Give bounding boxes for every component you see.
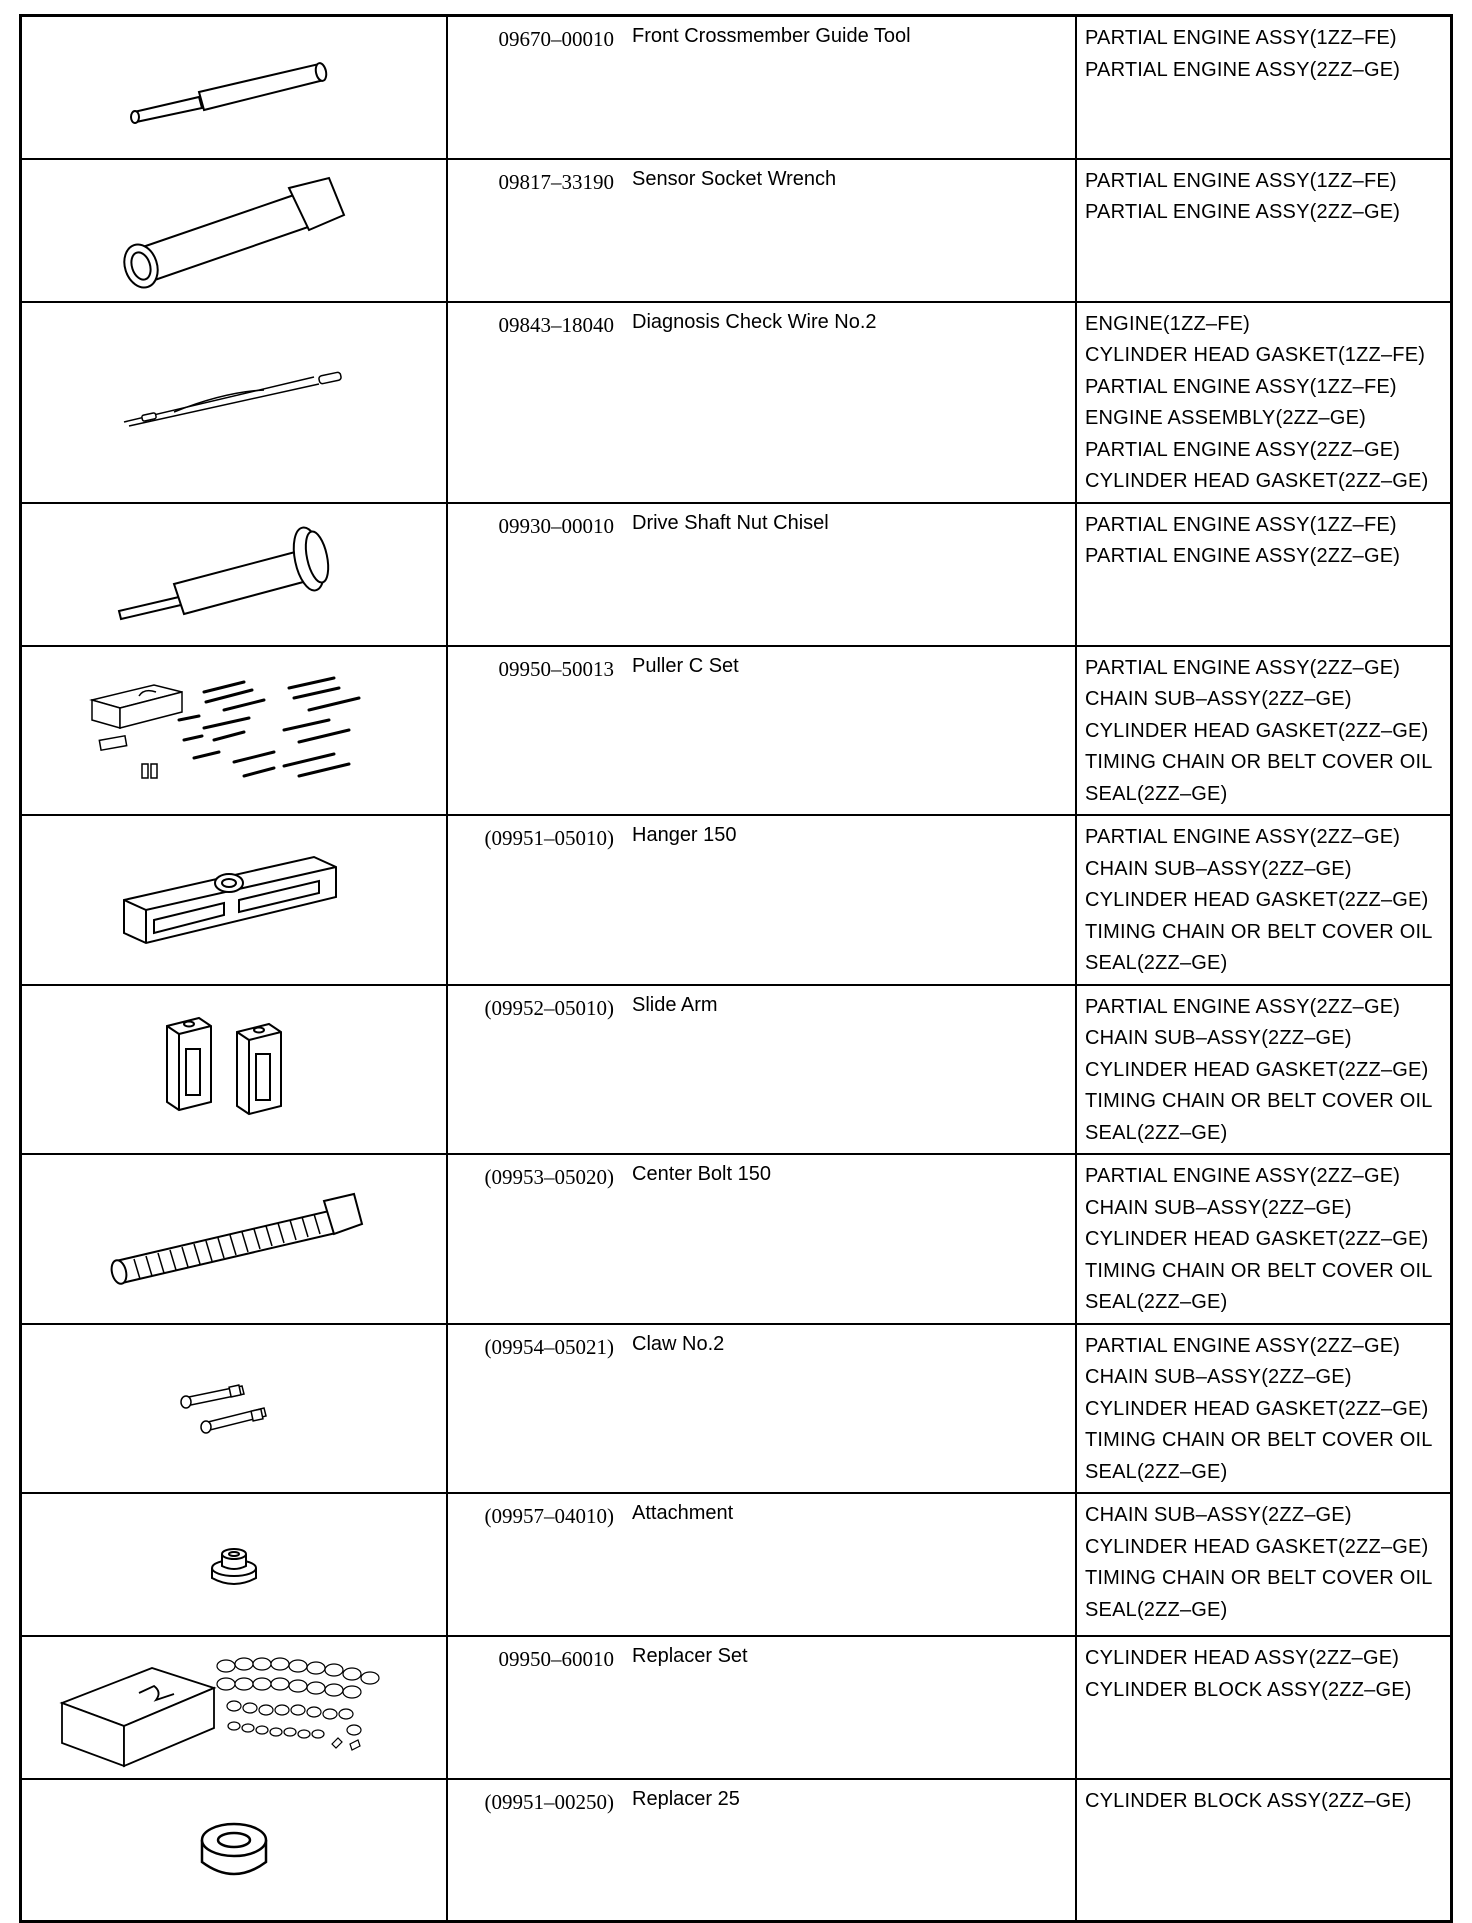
usage-cell [1076, 1493, 1452, 1636]
tool-row [21, 159, 1452, 302]
nut-chisel-icon [109, 519, 359, 629]
tool-name-cell [628, 1493, 1076, 1636]
part-number: 09930–00010 [498, 513, 614, 538]
usage-line: CHAIN SUB–ASSY(2ZZ–GE) [1085, 1196, 1352, 1219]
tool-illustration-cell [21, 985, 448, 1155]
part-number-cell [447, 16, 628, 159]
tool-name: Diagnosis Check Wire No.2 [632, 310, 877, 333]
tool-row [21, 302, 1452, 503]
usage-line: ENGINE ASSEMBLY(2ZZ–GE) [1085, 407, 1366, 429]
usage-line: PARTIAL ENGINE ASSY(1ZZ–FE) [1085, 513, 1397, 536]
usage-line: PARTIAL ENGINE ASSY(1ZZ–FE) [1085, 169, 1397, 192]
usage-line: PARTIAL ENGINE ASSY(2ZZ–GE) [1085, 1334, 1401, 1357]
part-number: (09957–04010) [484, 1504, 614, 1528]
tool-row [21, 815, 1452, 985]
tool-row [21, 646, 1452, 816]
usage-line: CYLINDER HEAD GASKET(2ZZ–GE) [1085, 889, 1429, 911]
usage-line: CYLINDER HEAD GASKET(2ZZ–GE) [1085, 470, 1429, 492]
tool-illustration-cell [21, 1636, 448, 1779]
center-bolt-icon [104, 1189, 364, 1289]
tool-row [21, 985, 1452, 1155]
usage-line: PARTIAL ENGINE ASSY(2ZZ–GE) [1085, 545, 1401, 567]
usage-line: CHAIN SUB–ASSY(2ZZ–GE) [1085, 1027, 1352, 1049]
part-number: (09954–05021) [484, 1334, 614, 1359]
tool-name: Claw No.2 [632, 1332, 725, 1355]
tool-name: Attachment [632, 1502, 734, 1524]
tool-name-cell [628, 159, 1076, 302]
tool-row [21, 1779, 1452, 1921]
tool-illustration-cell [21, 16, 448, 159]
tool-name: Replacer 25 [632, 1788, 740, 1810]
usage-line: CYLINDER BLOCK ASSY(2ZZ–GE) [1085, 1678, 1412, 1701]
tool-name: Hanger 150 [632, 824, 737, 846]
part-number-cell [447, 985, 628, 1155]
usage-line: CHAIN SUB–ASSY(2ZZ–GE) [1085, 1366, 1352, 1388]
usage-line: PARTIAL ENGINE ASSY(2ZZ–GE) [1085, 995, 1401, 1018]
part-number-cell [447, 1636, 628, 1779]
usage-line: SEAL(2ZZ–GE) [1085, 1121, 1228, 1144]
tool-name-cell [628, 1324, 1076, 1494]
hanger-icon [114, 845, 354, 955]
replacer-icon [194, 1810, 274, 1890]
usage-line: PARTIAL ENGINE ASSY(2ZZ–GE) [1085, 58, 1401, 81]
tool-name-cell [628, 503, 1076, 646]
usage-cell [1076, 302, 1452, 503]
usage-line: CYLINDER HEAD GASKET(2ZZ–GE) [1085, 1397, 1429, 1420]
usage-cell [1076, 16, 1452, 159]
usage-line: PARTIAL ENGINE ASSY(2ZZ–GE) [1085, 826, 1401, 848]
tool-name-cell [628, 1779, 1076, 1921]
usage-line: CYLINDER HEAD ASSY(2ZZ–GE) [1085, 1647, 1400, 1669]
part-number: 09950–50013 [498, 656, 614, 681]
part-number: (09953–05020) [484, 1165, 614, 1189]
usage-line: TIMING CHAIN OR BELT COVER OIL [1085, 920, 1433, 943]
tool-name-cell [628, 1636, 1076, 1779]
part-number-cell [447, 1154, 628, 1324]
part-number-cell [447, 159, 628, 302]
tool-row [21, 1636, 1452, 1779]
usage-line: TIMING CHAIN OR BELT COVER OIL [1085, 1259, 1433, 1282]
replacer-set-icon [54, 1648, 414, 1768]
guide-tool-icon [114, 42, 354, 132]
tool-name-cell [628, 16, 1076, 159]
usage-line: TIMING CHAIN OR BELT COVER OIL [1085, 1090, 1433, 1112]
tool-name-cell [628, 985, 1076, 1155]
usage-cell [1076, 985, 1452, 1155]
part-number-cell [447, 1493, 628, 1636]
tool-illustration-cell [21, 159, 448, 302]
part-number-cell [447, 1779, 628, 1921]
tool-illustration-cell [21, 1493, 448, 1636]
tool-row [21, 1324, 1452, 1494]
usage-line: CYLINDER HEAD GASKET(2ZZ–GE) [1085, 1058, 1429, 1081]
usage-line: CYLINDER HEAD GASKET(2ZZ–GE) [1085, 1228, 1429, 1250]
usage-cell [1076, 815, 1452, 985]
usage-line: PARTIAL ENGINE ASSY(2ZZ–GE) [1085, 656, 1401, 679]
usage-line: TIMING CHAIN OR BELT COVER OIL [1085, 1429, 1433, 1451]
usage-line: CHAIN SUB–ASSY(2ZZ–GE) [1085, 688, 1352, 710]
tool-name: Front Crossmember Guide Tool [632, 25, 911, 47]
usage-line: PARTIAL ENGINE ASSY(1ZZ–FE) [1085, 27, 1397, 49]
usage-line: PARTIAL ENGINE ASSY(2ZZ–GE) [1085, 438, 1401, 461]
claw-icon [174, 1378, 294, 1438]
tool-name: Puller C Set [632, 654, 739, 677]
tool-illustration-cell [21, 302, 448, 503]
usage-line: CHAIN SUB–ASSY(2ZZ–GE) [1085, 857, 1352, 880]
part-number: 09817–33190 [498, 169, 614, 194]
usage-line: CYLINDER HEAD GASKET(1ZZ–FE) [1085, 344, 1426, 366]
usage-cell [1076, 503, 1452, 646]
tool-name: Replacer Set [632, 1645, 748, 1667]
usage-line: ENGINE(1ZZ–FE) [1085, 312, 1251, 335]
tool-illustration-cell [21, 1324, 448, 1494]
part-number: 09843–18040 [498, 312, 614, 337]
usage-line: PARTIAL ENGINE ASSY(2ZZ–GE) [1085, 1165, 1401, 1187]
tool-row [21, 1154, 1452, 1324]
usage-line: SEAL(2ZZ–GE) [1085, 782, 1228, 805]
puller-set-icon [84, 670, 384, 790]
tool-row [21, 1493, 1452, 1636]
tool-name: Center Bolt 150 [632, 1163, 771, 1185]
usage-cell [1076, 1636, 1452, 1779]
tool-illustration-cell [21, 1154, 448, 1324]
part-number: 09950–60010 [498, 1647, 614, 1671]
tool-name-cell [628, 302, 1076, 503]
part-number: 09670–00010 [498, 27, 614, 51]
tool-row [21, 503, 1452, 646]
usage-line: CHAIN SUB–ASSY(2ZZ–GE) [1085, 1504, 1352, 1526]
usage-cell [1076, 646, 1452, 816]
usage-cell [1076, 1324, 1452, 1494]
check-wire-icon [114, 362, 354, 442]
tool-name: Sensor Socket Wrench [632, 167, 837, 190]
part-number: (09952–05010) [484, 995, 614, 1020]
tool-row [21, 16, 1452, 159]
usage-line: TIMING CHAIN OR BELT COVER OIL [1085, 751, 1433, 773]
part-number-cell [447, 815, 628, 985]
special-service-tools-table [19, 14, 1453, 1923]
usage-line: PARTIAL ENGINE ASSY(2ZZ–GE) [1085, 201, 1401, 223]
usage-cell [1076, 1154, 1452, 1324]
usage-line: SEAL(2ZZ–GE) [1085, 952, 1228, 974]
tool-name-cell [628, 815, 1076, 985]
usage-cell [1076, 159, 1452, 302]
tool-name-cell [628, 1154, 1076, 1324]
usage-line: TIMING CHAIN OR BELT COVER OIL [1085, 1567, 1433, 1589]
tool-name: Slide Arm [632, 993, 718, 1016]
usage-line: CYLINDER HEAD GASKET(2ZZ–GE) [1085, 719, 1429, 742]
part-number: (09951–00250) [484, 1790, 614, 1814]
usage-line: SEAL(2ZZ–GE) [1085, 1460, 1228, 1483]
usage-cell [1076, 1779, 1452, 1921]
part-number-cell [447, 302, 628, 503]
socket-wrench-icon [104, 170, 364, 290]
usage-line: CYLINDER BLOCK ASSY(2ZZ–GE) [1085, 1790, 1412, 1812]
usage-line: CYLINDER HEAD GASKET(2ZZ–GE) [1085, 1535, 1429, 1558]
usage-line: SEAL(2ZZ–GE) [1085, 1598, 1228, 1621]
slide-arm-icon [159, 1014, 309, 1124]
tool-illustration-cell [21, 646, 448, 816]
part-number-cell [447, 503, 628, 646]
part-number: (09951–05010) [484, 826, 614, 850]
tool-illustration-cell [21, 1779, 448, 1921]
tool-name-cell [628, 646, 1076, 816]
usage-line: SEAL(2ZZ–GE) [1085, 1291, 1228, 1313]
tool-name: Drive Shaft Nut Chisel [632, 511, 829, 534]
part-number-cell [447, 646, 628, 816]
usage-line: PARTIAL ENGINE ASSY(1ZZ–FE) [1085, 375, 1397, 398]
part-number-cell [447, 1324, 628, 1494]
tool-illustration-cell [21, 503, 448, 646]
attachment-icon [204, 1540, 264, 1590]
tool-illustration-cell [21, 815, 448, 985]
